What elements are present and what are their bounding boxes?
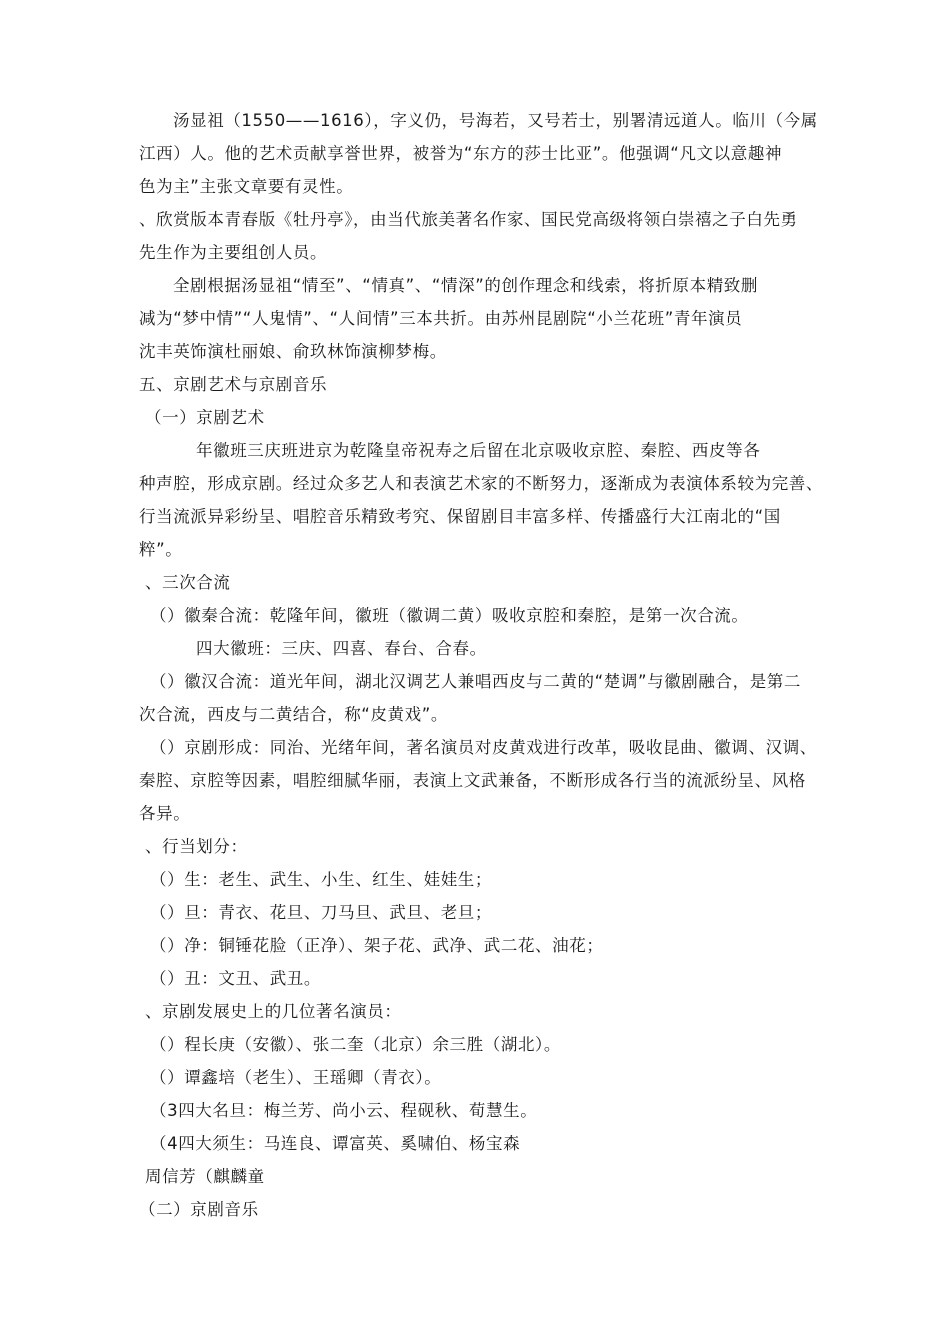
list-item: （）净：铜锤花脸（正净）、架子花、武净、武二花、油花；	[150, 936, 604, 955]
paragraph-line: 种声腔，形成京剧。经过众多艺人和表演艺术家的不断努力，逐渐成为表演体系较为完善、	[139, 474, 823, 493]
paragraph-line: 沈丰英饰演杜丽娘、俞玖林饰演柳梦梅。	[139, 342, 447, 361]
paragraph-line: 减为“梦中情”“人鬼情”、“人间情”三本共折。由苏州昆剧院“小兰花班”青年演员	[139, 309, 743, 328]
paragraph-line: 、欣赏版本青春版《牡丹亭》，由当代旅美著名作家、国民党高级将领白崇禧之子白先勇	[139, 210, 798, 229]
list-item: （）旦：青衣、花旦、刀马旦、武旦、老旦；	[150, 903, 492, 922]
list-item: （）程长庚（安徽）、张二奎（北京）余三胜（湖北）。	[150, 1035, 561, 1054]
paragraph-line: 江西）人。他的艺术贡献享誉世界，被誉为“东方的莎士比亚”。他强调“凡文以意趣神	[139, 144, 783, 163]
list-heading: 、三次合流	[145, 573, 231, 592]
paragraph-line: 次合流，西皮与二黄结合，称“皮黄戏”。	[139, 705, 448, 724]
list-item: （）生：老生、武生、小生、红生、娃娃生；	[150, 870, 492, 889]
paragraph-line: 汤显祖（1550——1616），字义仍，号海若，又号若士，别署清远道人。临川（今属	[173, 111, 818, 130]
list-item: （）谭鑫培（老生）、王瑶卿（青衣）。	[150, 1068, 442, 1087]
paragraph-line: 全剧根据汤显祖“情至”、“情真”、“情深”的创作理念和线索，将折原本精致删	[173, 276, 758, 295]
paragraph-line: 四大徽班：三庆、四喜、春台、合春。	[196, 639, 487, 658]
paragraph-line: 各异。	[139, 804, 191, 823]
paragraph-line: 粹”。	[139, 540, 183, 559]
section-heading: 五、京剧艺术与京剧音乐	[139, 375, 328, 394]
list-item: （4四大须生：马连良、谭富英、奚啸伯、杨宝森	[150, 1134, 521, 1153]
list-heading: 、京剧发展史上的几位著名演员：	[145, 1002, 402, 1021]
list-heading: 、行当划分：	[145, 837, 248, 856]
list-item: 周信芳（麒麟童	[145, 1167, 265, 1186]
list-item: （）徽秦合流：乾隆年间，徽班（徽调二黄）吸收京腔和秦腔，是第一次合流。	[150, 606, 749, 625]
subsection-heading: （一）京剧艺术	[145, 408, 265, 427]
paragraph-line: 秦腔、京腔等因素，唱腔细腻华丽，表演上文武兼备，不断形成各行当的流派纷呈、风格	[139, 771, 806, 790]
paragraph-line: 先生作为主要组创人员。	[139, 243, 328, 262]
subsection-heading: （二）京剧音乐	[139, 1200, 259, 1219]
list-item: （）丑：文丑、武丑。	[150, 969, 321, 988]
paragraph-line: 年徽班三庆班进京为乾隆皇帝祝寿之后留在北京吸收京腔、秦腔、西皮等各	[196, 441, 761, 460]
paragraph-line: 行当流派异彩纷呈、唱腔音乐精致考究、保留剧目丰富多样、传播盛行大江南北的“国	[139, 507, 781, 526]
paragraph-line: 色为主”主张文章要有灵性。	[139, 177, 354, 196]
list-item: （3四大名旦：梅兰芳、尚小云、程砚秋、荀慧生。	[150, 1101, 538, 1120]
list-item: （）徽汉合流：道光年间，湖北汉调艺人兼唱西皮与二黄的“楚调”与徽剧融合，是第二	[150, 672, 801, 691]
list-item: （）京剧形成：同治、光绪年间，著名演员对皮黄戏进行改革，吸收昆曲、徽调、汉调、	[150, 738, 817, 757]
